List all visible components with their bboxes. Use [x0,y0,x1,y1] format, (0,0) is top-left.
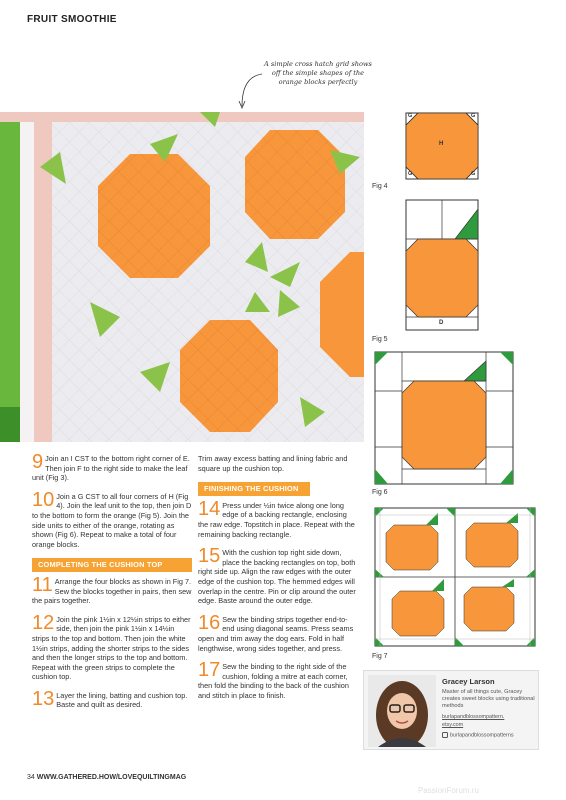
step-9 [32,451,192,483]
designer-social[interactable] [442,732,514,738]
step-14 [198,497,356,539]
fig4-label: Fig 4 [372,183,388,190]
step-text: Join a G CST to all four corners of H (Fig 4). Join the leaf unit to the top, then join D to the bottom to form the orange (Fig 5). Join the side units to either of the orange, rotating as shown (Fig 6). Repeat to make a total of four orange blocks. [32,491,192,549]
step-10 [32,488,192,550]
designer-link-line2[interactable]: etsy.com [442,722,464,728]
step-number: 9 [32,451,44,473]
photo-callout: A simple cross hatch grid shows off the simple shapes of the orange blocks perfectly [264,60,372,86]
step-12 [32,611,192,682]
fig6-label: Fig 6 [372,489,388,496]
step-number: 16 [198,611,221,634]
quilt-photo [0,112,364,442]
step-text: Join the pink 1½in x 12½in strips to either side, then join the pink 1½in x 14½in strips to the top and bottom. Then join the white 1½in strips, adding the shorter strips to the sides and then the longer strips to the top and bottom. Repeat with the green strips to complete the cushion top. [32,614,191,682]
designer-bio [363,670,539,750]
fig4-label-g-tr: G [471,113,476,119]
step-17 [198,659,356,700]
step-number: 11 [32,573,53,596]
step-number: 12 [32,611,55,634]
fig7-diagram [374,507,536,652]
intro-paragraph: Trim away excess batting and lining fabric and square up the cushion top. [198,454,348,473]
fig5-label-d: D [439,320,444,326]
page-number: 34 [27,774,35,781]
designer-name: Gracey Larson [442,677,495,686]
designer-social-handle: burlapandblossompatterns [450,732,514,739]
designer-photo [368,675,436,747]
step-11 [32,573,192,606]
fig7-label: Fig 7 [372,653,388,660]
fig4-label-g-bl: G [408,171,413,177]
step-text: Layer the lining, batting and cushion top. Baste and quilt as desired. [56,690,188,710]
section-heading-finishing: FINISHING THE CUSHION [198,482,310,496]
page-footer [27,774,186,781]
section-heading-completing: COMPLETING THE CUSHION TOP [32,558,192,572]
step-text: Sew the binding strips together end-to-end using diagonal seams. Press seams open and trim away the dog ears. Fold in half lengthwise, wrong sides together, and press. [198,614,354,653]
step-text: Arrange the four blocks as shown in Fig 7. Sew the blocks together in pairs, then sew the pairs together. [32,576,192,606]
fig4-label-g-br: G [471,171,476,177]
step-number: 14 [198,497,221,520]
step-text: Join an I CST to the bottom right corner of E. Then join F to the right side to make the leaf unit (Fig 3). [32,454,190,483]
watermark: PassionForum.ru [418,786,479,795]
fig6-diagram [374,351,514,490]
footer-url[interactable]: WWW.GATHERED.HOW/LOVEQUILTINGMAG [36,774,187,781]
instagram-icon [442,732,448,738]
fig5-diagram [405,199,479,336]
left-column [32,451,192,719]
step-text: Press under ½in twice along one long edge of a backing rectangle, enclosing the raw edge. Topstitch in place. Repeat with the remaining backing rectangle. [198,500,355,539]
step-13 [32,687,192,710]
designer-description: Master of all things cute, Gracey creates sweet blocks using traditional methods [442,689,535,710]
step-16 [198,611,356,653]
fig4-label-h: H [439,141,444,147]
step-number: 10 [32,488,55,511]
step-text: With the cushion top right side down, place the backing rectangles on top, both right side up. Align the raw edges with the outer edge of the cushion top. The hemmed edges will overlap in the centre. Pin or clip around the outer edge. Baste around the outer edge. [198,548,356,606]
step-15 [198,545,356,606]
fig5-label: Fig 5 [372,336,388,343]
section-title: FRUIT SMOOTHIE [27,14,117,25]
step-text: Sew the binding to the right side of the cushion, folding a mitre at each corner, then fold the binding to the back of the cushion and stitch in place to finish. [198,662,349,700]
fig4-label-g-tl: G [408,113,413,119]
fig4-diagram [405,112,479,185]
designer-link-line1[interactable]: burlapandblossompattern. [442,714,505,720]
step-number: 17 [198,659,221,682]
step-number: 15 [198,545,221,568]
right-column [198,454,356,709]
step-number: 13 [32,687,55,710]
